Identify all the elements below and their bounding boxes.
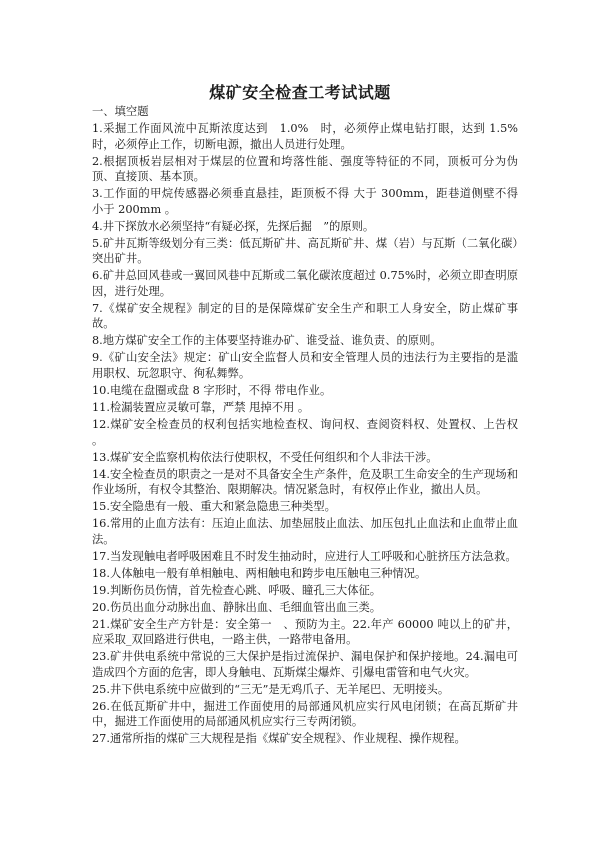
question-item: 9.《矿山安全法》规定：矿山安全监督人员和安全管理人员的违法行为主要指的是滥用职权、玩忽职守、徇私舞弊。 — [92, 351, 518, 381]
question-item: 21.煤矿安全生产方针是：安全第一 、预防为主。22.年产 60000 吨以上的矿井，应采取_双回路进行供电，一路主供，一路带电备用。 — [92, 617, 518, 647]
question-item: 23.矿井供电系统中常说的三大保护是指过流保护、漏电保护和保护接地。24.漏电可造成四个方面的危害，即人身触电、瓦斯煤尘爆炸、引爆电雷管和电气火灾。 — [92, 650, 518, 679]
question-item: 12.煤矿安全检查员的权利包括实地检查权、询问权、查阅资料权、处置权、上告权 。 — [92, 417, 518, 447]
question-item: 10.电缆在盘圈或盘 8 字形时，不得 带电作业。 — [92, 384, 332, 397]
question-item: 17.当发现触电者呼吸困难且不时发生抽动时，应进行人工呼吸和心脏挤压方法急救。 — [92, 549, 517, 563]
question-item: 15.安全隐患有一般、重大和紧急隐患三种类型。 — [92, 500, 336, 514]
question-item: 1.采掘工作面风流中瓦斯浓度达到 1.0% 时，必须停止煤电钻打眼，达到 1.5% 时，必须停止工作，切断电源，撤出人员进行处理。 — [92, 121, 518, 151]
question-item: 16.常用的止血方法有：压迫止血法、加垫屈肢止血法、加压包扎止血法和止血带止血法。 — [92, 517, 518, 546]
question-item: 13.煤矿安全监察机构依法行使职权，不受任何组织和个人非法干涉。 — [92, 450, 438, 464]
page-title: 煤矿安全检查工考试试题 — [209, 83, 391, 102]
question-item: 2.根据顶板岩层相对于煤层的位置和垮落性能、强度等特征的不同，顶板可分为伪顶、直接顶、基本顶。 — [92, 154, 518, 184]
question-item: 11.检漏装置应灵敏可靠，严禁 甩掉不用 。 — [92, 400, 310, 414]
question-item: 20.伤员出血分动脉出血、静脉出血、毛细血管出血三类。 — [92, 600, 382, 614]
section-heading: 一、填空题 — [92, 105, 149, 118]
question-item: 7.《煤矿安全规程》制定的目的是保障煤矿安全生产和职工人身安全，防止煤矿事故。 — [92, 301, 518, 331]
question-item: 3.工作面的甲烷传感器必须垂直悬挂，距顶板不得 大于 300mm，距巷道侧壁不得 小于 200mm 。 — [92, 187, 518, 216]
question-item: 14.安全检查员的职责之一是对不具备安全生产条件，危及职工生命安全的生产现场和作业场所，有权令其整治、限期解决。情况紧急时，有权停止作业，撤出人员。 — [92, 467, 518, 497]
question-item: 6.矿井总回风巷或一翼回风巷中瓦斯或二氧化碳浓度超过 0.75%时，必须立即查明原因，进行处理。 — [92, 269, 518, 298]
question-item: 25.井下供电系统中应做到的“三无”是无鸡爪子、无羊尾巴、无明接头。 — [92, 682, 450, 696]
question-item: 26.在低瓦斯矿井中，掘进工作面使用的局部通风机应实行风电闭锁；在高瓦斯矿井中，掘进工作面使用的局部通风机应实行三专两闭锁。 — [92, 699, 518, 729]
question-item: 18.人体触电一般有单相触电、两相触电和跨步电压触电三种情况。 — [92, 566, 427, 580]
question-item: 8.地方煤矿安全工作的主体要坚持谁办矿、谁受益、谁负责、的原则。 — [92, 334, 442, 348]
question-item: 19.判断伤员伤情，首先检查心跳、呼吸、瞳孔三大体征。 — [92, 583, 382, 597]
question-item: 5.矿井瓦斯等级划分有三类：低瓦斯矿井、高瓦斯矿井、煤（岩）与瓦斯（二氧化碳）突出矿井。 — [92, 236, 518, 266]
question-item: 27.通常所指的煤矿三大规程是指《煤矿安全规程》、作业规程、操作规程。 — [92, 732, 466, 746]
question-item: 4.井下探放水必须坚持“有疑必探，先探后掘 ”的原则。 — [92, 219, 375, 233]
document-body — [92, 104, 518, 748]
